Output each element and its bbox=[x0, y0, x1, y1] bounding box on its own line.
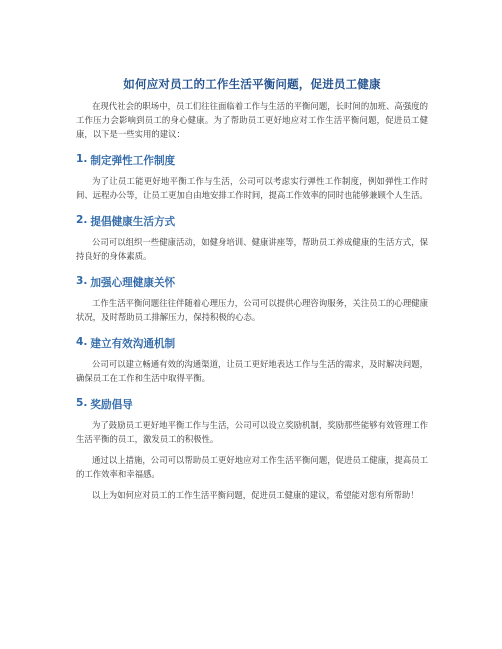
section-heading bbox=[76, 275, 428, 290]
section-number: 3. bbox=[76, 275, 88, 287]
section-number: 2. bbox=[76, 214, 88, 226]
section-number: 4. bbox=[76, 336, 88, 348]
section-body: 为了鼓励员工更好地平衡工作与生活，公司可以设立奖励机制，奖励那些能够有效管理工作生活平衡的员工，激发员工的积极性。 bbox=[76, 420, 428, 444]
section-body: 公司可以组织一些健康活动，如健身培训、健康讲座等，帮助员工养成健康的生活方式，保持良好的身体素质。 bbox=[76, 237, 428, 261]
section-heading bbox=[76, 397, 428, 412]
conclusion-paragraph: 通过以上措施，公司可以帮助员工更好地应对工作生活平衡问题，促进员工健康，提高员工的工作效率和幸福感。 bbox=[76, 455, 428, 479]
section-heading bbox=[76, 214, 428, 229]
section-heading-text: 加强心理健康关怀 bbox=[90, 277, 176, 289]
section-heading bbox=[76, 336, 428, 351]
closing-paragraph: 以上为如何应对员工的工作生活平衡问题，促进员工健康的建议，希望能对您有所帮助！ bbox=[92, 490, 419, 500]
section-heading-text: 制定弹性工作制度 bbox=[90, 155, 176, 167]
section-number: 1. bbox=[76, 153, 88, 165]
section-4 bbox=[76, 336, 428, 385]
section-body: 为了让员工能更好地平衡工作与生活，公司可以考虑实行弹性工作制度，例如弹性工作时间、远程办公等，让员工更加自由地安排工作时间，提高工作效率的同时也能够兼顾个人生活。 bbox=[76, 176, 428, 200]
section-5 bbox=[76, 397, 428, 446]
section-2 bbox=[76, 214, 428, 263]
section-heading bbox=[76, 153, 428, 168]
section-body: 公司可以建立畅通有效的沟通渠道，让员工更好地表达工作与生活的需求，及时解决问题，确保员工在工作和生活中取得平衡。 bbox=[76, 359, 428, 383]
section-1 bbox=[76, 153, 428, 202]
intro-paragraph: 在现代社会的职场中，员工们往往面临着工作与生活的平衡问题，长时间的加班、高强度的工作压力会影响到员工的身心健康。为了帮助员工更好地应对工作生活平衡问题，促进员工健康，以下是一些实用的建议： bbox=[76, 101, 428, 139]
section-heading-text: 提倡健康生活方式 bbox=[90, 216, 176, 228]
section-body: 工作生活平衡问题往往伴随着心理压力，公司可以提供心理咨询服务，关注员工的心理健康状况，及时帮助员工排解压力，保持积极的心态。 bbox=[76, 298, 428, 322]
section-heading-text: 建立有效沟通机制 bbox=[90, 338, 176, 350]
section-heading-text: 奖励倡导 bbox=[90, 399, 133, 411]
document-title: 如何应对员工的工作生活平衡问题，促进员工健康 bbox=[123, 77, 381, 91]
section-number: 5. bbox=[76, 397, 88, 409]
section-3 bbox=[76, 275, 428, 324]
